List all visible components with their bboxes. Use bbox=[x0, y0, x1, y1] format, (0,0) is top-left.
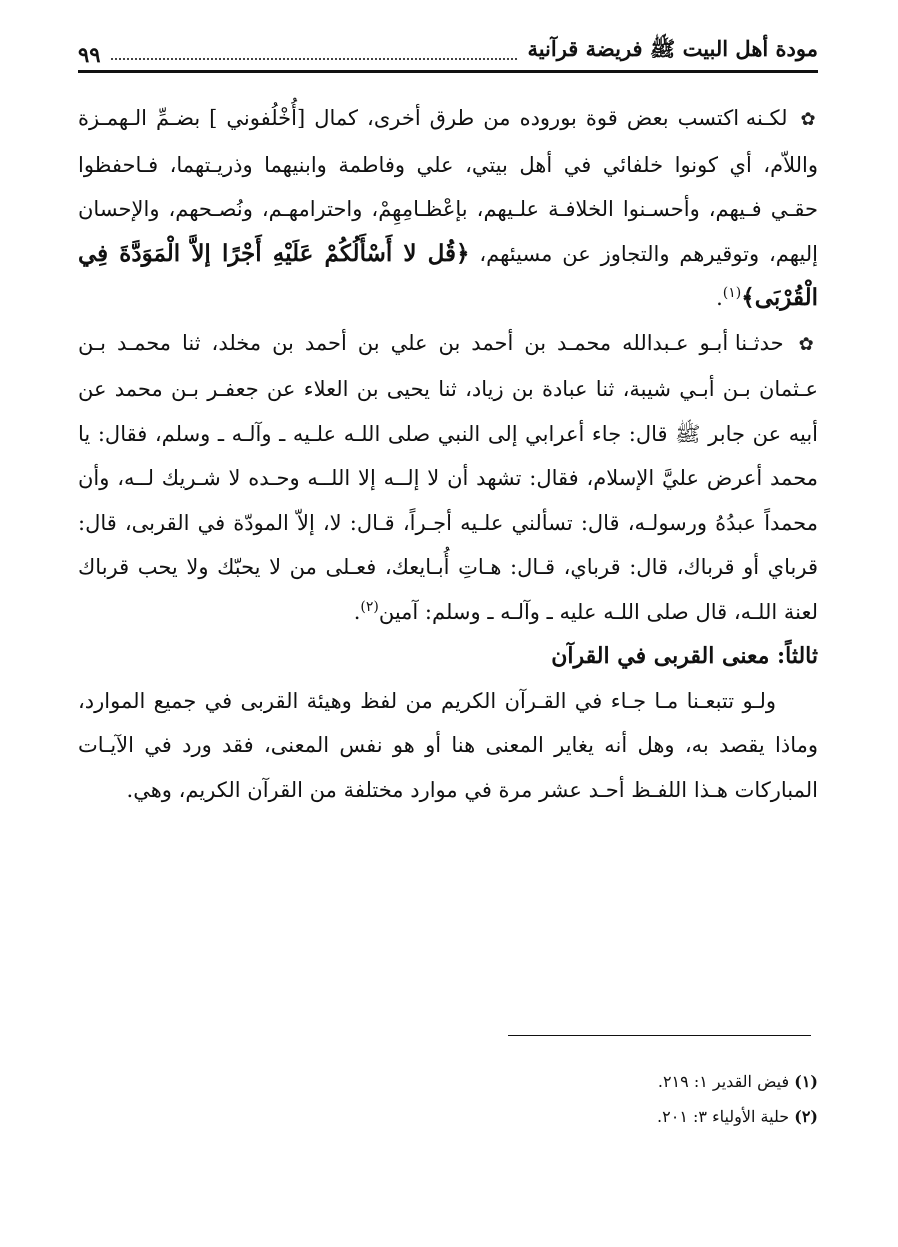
section-heading: ثالثاً: معنى القربى في القرآن bbox=[551, 643, 818, 669]
header-dot-leader bbox=[111, 58, 518, 60]
footnote-ref-1: (١) bbox=[722, 285, 742, 301]
paragraph-1-text: لكـنه اكتسب بعض قوة بوروده من طرق أخرى، كمال [أُخْلُفوني ] بضـمِّ الـهمـزة واللاّم، أي كونوا خلفائي في أهل بيتي، علي وفاطمة وابنيهما وذريـتهما، فـاحفظوا حقـي فـيهم، وأحسـنوا الخلافـة علـيهم، بإعْظـامِهِمْ، واحترامهـم، ونُصـحهم، والإحسان إليهم، وتوقيرهم والتجاوز عن مسيئهم، bbox=[78, 106, 818, 266]
running-header bbox=[78, 34, 818, 73]
footnote-1-number: (١) bbox=[794, 1072, 818, 1091]
footnote-2-number: (٢) bbox=[794, 1107, 818, 1126]
flower-ornament-icon: ✿ bbox=[798, 333, 818, 355]
footnote-ref-2: (٢) bbox=[360, 598, 379, 615]
paragraph-2-text: حدثـنا أبـو عـبدالله محمـد بن أحمد بن علي بن أحمد بن مخلد، ثنا محمـد بـن عـثمان بـن أبـي شيبة، ثنا عبادة بن زياد، ثنا يحيى بن العلاء عن جعفـر بـن محمد عن أبيه عن جابر ﷺ قال: جاء أعرابي إلى النبي صلى اللـه علـيه ـ وآلـه ـ وسلم، فقال: يا محمد أعرض عليَّ الإسلام، فقال: تشهد أن لا إلــه إلا اللــه وحـده لا شـريك لــه، وأن محمداً عبدُهُ ورسولـه، قال: تسألني علـيه أجـراً، قـال: لا، إلاّ المودّة في القربى، قال: قرباي أو قرباك، قال: قرباي، قـال: هـاتِ أُبـايعك، فعـلى من لا يحبّك ولا يحب قرباك لعنة اللـه، قال صلى اللـه عليه ـ وآلـه ـ وسلم: آمين bbox=[78, 330, 818, 624]
header-title: مودة أهل البيت ﷺ فريضة قرآنية bbox=[527, 36, 818, 61]
footnotes bbox=[78, 1064, 818, 1134]
paragraph-1-end: . bbox=[716, 286, 723, 310]
main-text bbox=[78, 96, 818, 812]
paragraph-2 bbox=[78, 321, 818, 635]
paragraph-2-end: . bbox=[353, 599, 361, 624]
footnote-2-text: حلية الأولياء ٣: ٢٠١. bbox=[657, 1107, 790, 1126]
flower-ornament-icon: ✿ bbox=[800, 109, 818, 130]
footnote-2 bbox=[78, 1099, 818, 1134]
page-number: ٩٩ bbox=[78, 42, 101, 67]
footnote-1 bbox=[78, 1064, 818, 1099]
footnote-1-text: فيض القدير ١: ٢١٩. bbox=[657, 1072, 790, 1091]
footnote-divider bbox=[508, 1035, 811, 1036]
quran-verse: ﴿قُل لا أَسْأَلُكُمْ عَلَيْهِ أَجْرًا إلاَّ الْمَوَدَّةَ فِي الْقُرْبَى﴾ bbox=[78, 239, 818, 311]
paragraph-1 bbox=[78, 96, 818, 321]
paragraph-3: ولـو تتبعـنا مـا جـاء في القـرآن الكريم من لفظ وهيئة القربى في جميع الموارد، وماذا يقصد به، وهل أنه يغاير المعنى هنا أو هو نفس المعنى، فقد ورد في الآيـات المباركات هـذا اللفـظ أحـد عشر مرة في موارد مختلفة من القرآن الكريم، وهي. bbox=[78, 688, 818, 802]
